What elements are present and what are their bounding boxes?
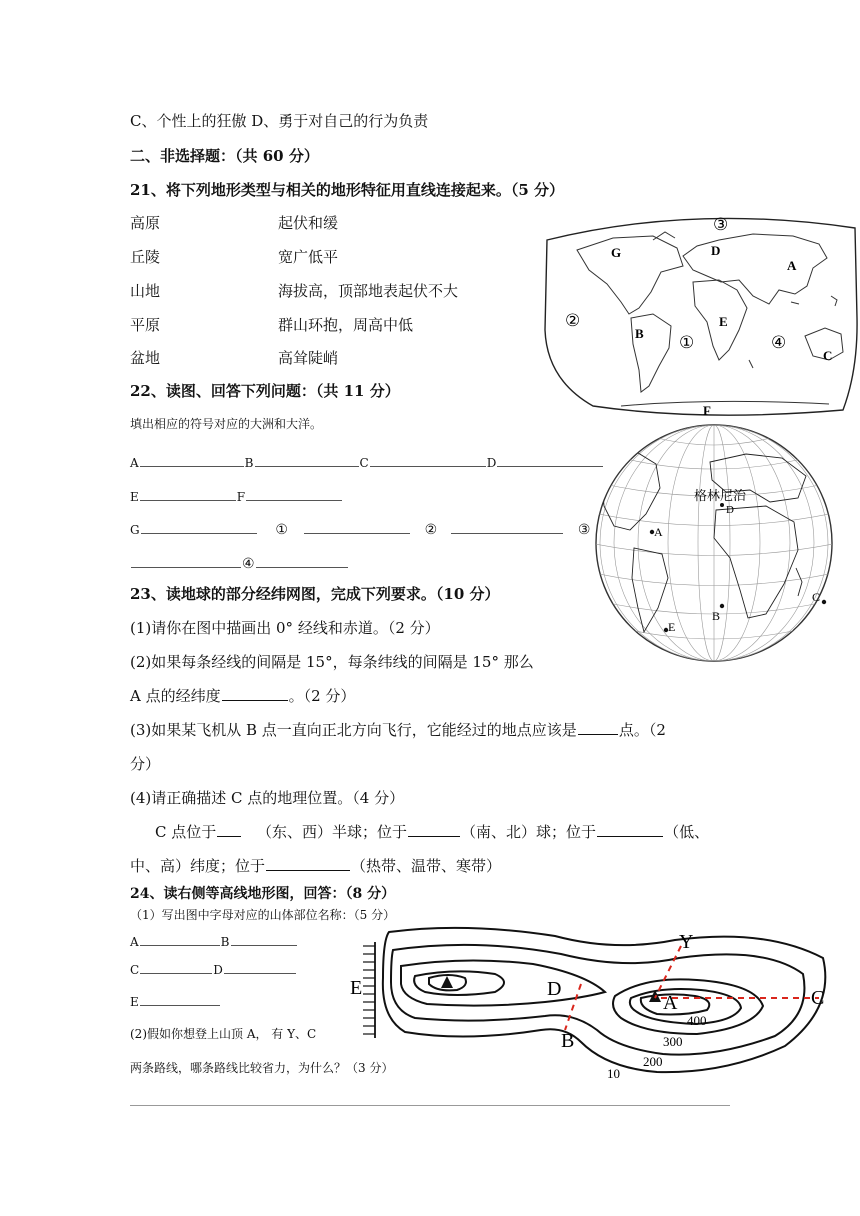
- q22-blank-row-3: G ① ② ③: [130, 519, 590, 538]
- landform-type: 平原: [130, 316, 161, 334]
- landform-type: 盆地: [130, 349, 161, 367]
- answer-blank[interactable]: [131, 553, 241, 568]
- q23-part4-line1: C 点位于 （东、西）半球；位于 （南、北）球；位于 （低、: [155, 823, 710, 841]
- q24-blank-row-3: E: [130, 991, 221, 1010]
- landform-feature: 群山环抱，周高中低: [278, 316, 414, 334]
- landform-type: 山地: [130, 282, 161, 300]
- landform-feature: 起伏和缓: [278, 214, 339, 232]
- contour-label-d: D: [547, 978, 562, 1000]
- answer-blank[interactable]: [141, 519, 257, 534]
- landform-feature: 高耸陡峭: [278, 349, 339, 367]
- q24-blank-row-1: A B: [130, 931, 298, 950]
- map-label-g: G: [611, 245, 622, 260]
- elevation-label: 400: [687, 1013, 707, 1028]
- map-label-e: E: [719, 314, 728, 329]
- q22-title: 22、读图、回答下列问题：（共 11 分）: [130, 382, 400, 400]
- world-map: [543, 210, 859, 420]
- globe-label-b: B: [712, 609, 721, 623]
- answer-blank[interactable]: [255, 452, 359, 467]
- answer-blank[interactable]: [408, 822, 460, 837]
- answer-blank[interactable]: [451, 519, 563, 534]
- globe-graticule: [570, 418, 858, 668]
- q24-part2-line2: 两条路线，哪条路线比较省力，为什么？（3 分）: [130, 1061, 394, 1075]
- answer-blank[interactable]: [266, 856, 350, 871]
- map-label-ocean-2: ②: [565, 311, 581, 330]
- q21-title: 21、将下列地形类型与相关的地形特征用直线连接起来。（5 分）: [130, 181, 565, 199]
- q23-part3-cont: 分）: [130, 755, 161, 773]
- map-label-a: A: [787, 258, 797, 273]
- q22-blank-row-4: ④: [130, 553, 349, 572]
- answer-blank[interactable]: [578, 720, 618, 735]
- answer-blank[interactable]: [140, 452, 244, 467]
- map-label-ocean-3: ③: [713, 215, 729, 234]
- globe-label-e: E: [668, 620, 676, 634]
- elevation-label: 10: [607, 1066, 620, 1081]
- answer-line[interactable]: [130, 1105, 730, 1106]
- answer-blank[interactable]: [231, 931, 297, 946]
- elevation-label: 200: [643, 1054, 663, 1069]
- q23-part1: (1)请你在图中描画出 0° 经线和赤道。（2 分）: [130, 619, 440, 637]
- landform-type: 高原: [130, 214, 161, 232]
- section2-title: 二、非选择题：（共 60 分）: [130, 147, 319, 165]
- map-label-b: B: [635, 326, 644, 341]
- answer-blank[interactable]: [140, 991, 220, 1006]
- answer-blank[interactable]: [140, 486, 236, 501]
- q24-part2: (2)假如你想登上山顶 A， 有 Y、C: [130, 1027, 317, 1041]
- q24-blank-row-2: C D: [130, 959, 297, 978]
- q22-blank-row-2: E F: [130, 486, 343, 505]
- answer-blank[interactable]: [224, 959, 296, 974]
- contour-map: [345, 918, 835, 1083]
- greenwich-label: 格林尼治: [694, 488, 747, 503]
- map-label-ocean-4: ④: [771, 333, 787, 352]
- contour-label-c: C: [811, 987, 825, 1009]
- map-label-c: C: [823, 348, 833, 363]
- answer-blank[interactable]: [140, 931, 220, 946]
- q23-part4-line2: 中、高）纬度；位于 （热带、温带、寒带）: [130, 857, 502, 875]
- answer-blank[interactable]: [222, 686, 288, 701]
- answer-blank[interactable]: [246, 486, 342, 501]
- landform-feature: 宽广低平: [278, 248, 339, 266]
- q23-part2-line2: A 点的经纬度 。（2 分）: [130, 687, 356, 705]
- q20-options-line: C、个性上的狂傲 D、勇于对自己的行为负责: [130, 112, 429, 130]
- landform-type: 丘陵: [130, 248, 161, 266]
- elevation-label: 300: [663, 1034, 683, 1049]
- ridge-b-line: [565, 984, 581, 1030]
- map-label-f: F: [703, 403, 711, 418]
- answer-blank[interactable]: [256, 553, 348, 568]
- map-label-d: D: [711, 243, 721, 258]
- answer-blank[interactable]: [597, 822, 663, 837]
- q24-part1: （1）写出图中字母对应的山体部位名称：（5 分）: [130, 908, 396, 922]
- landform-feature: 海拔高，顶部地表起伏不大: [278, 282, 459, 300]
- q22-instruction: 填出相应的符号对应的大洲和大洋。: [130, 417, 323, 431]
- q23-title: 23、读地球的部分经纬网图，完成下列要求。（10 分）: [130, 585, 500, 603]
- q24-title: 24、读右侧等高线地形图，回答：（8 分）: [130, 886, 396, 902]
- globe-label-d: D: [726, 504, 734, 516]
- q23-part2: (2)如果每条经线的间隔是 15°，每条纬线的间隔是 15° 那么: [130, 653, 534, 671]
- contour-label-b: B: [561, 1030, 575, 1052]
- answer-blank[interactable]: [370, 452, 486, 467]
- answer-blank[interactable]: [140, 959, 212, 974]
- answer-blank[interactable]: [217, 822, 241, 837]
- answer-blank[interactable]: [304, 519, 410, 534]
- q23-part4: (4)请正确描述 C 点的地理位置。（4 分）: [130, 789, 405, 807]
- contour-label-y: Y: [679, 931, 694, 953]
- q23-part3: (3)如果某飞机从 B 点一直向正北方向飞行，它能经过的地点应该是 点。（2: [130, 721, 666, 739]
- map-label-ocean-1: ①: [679, 333, 695, 352]
- contour-label-e: E: [350, 977, 363, 999]
- contour-line: [414, 971, 504, 995]
- globe-label-a: A: [654, 525, 663, 539]
- contour-label-a: A: [663, 992, 678, 1014]
- q22-blank-row-1: A B C D: [130, 452, 604, 471]
- globe-label-c: C: [812, 590, 821, 604]
